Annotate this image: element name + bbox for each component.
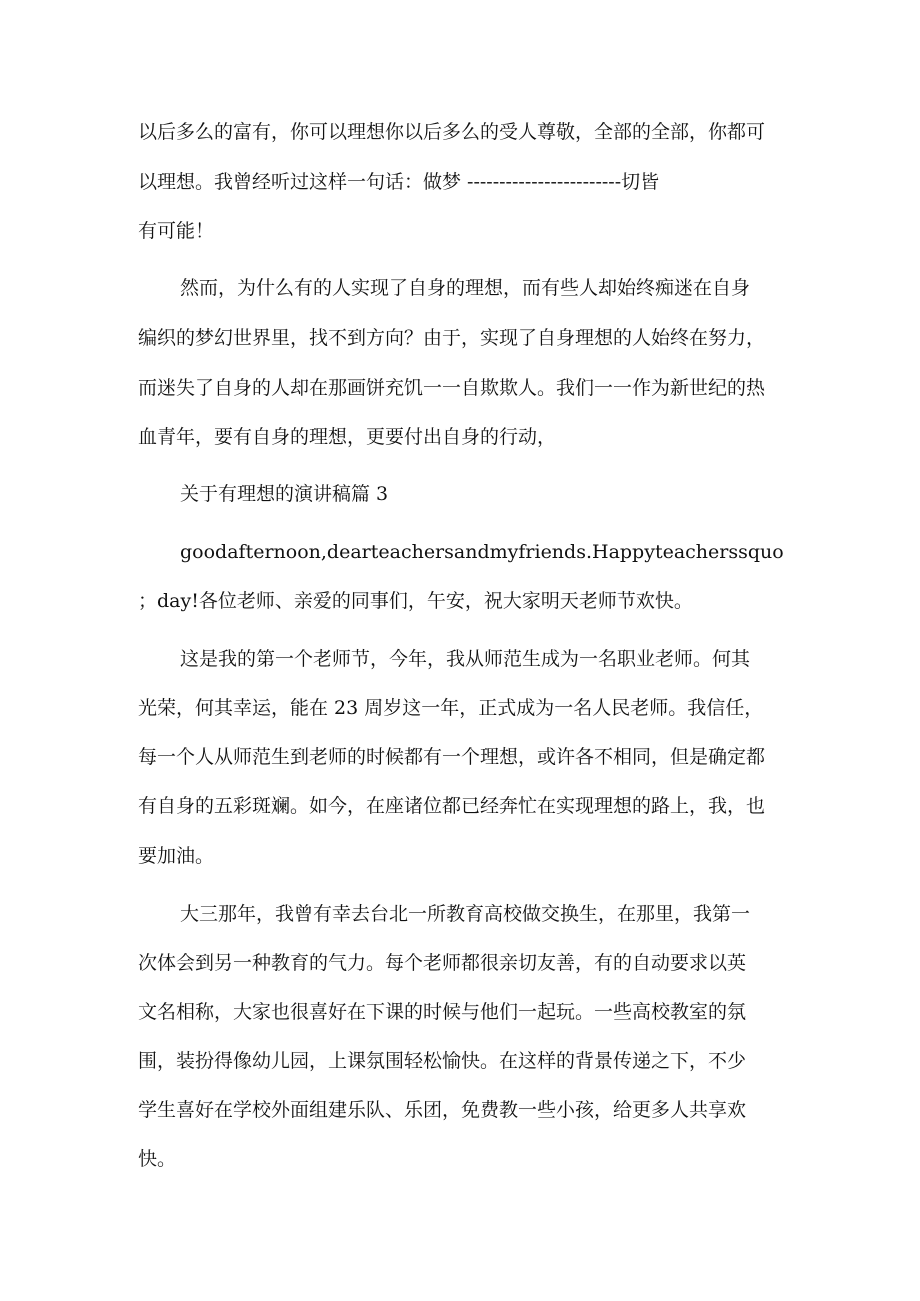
text-line: goodafternoon,dearteachersandmyfriends.Happyteacherssquo [180, 541, 784, 563]
text-line: 文名相称，大家也很喜好在下课的时候与他们一起玩。一些高校教室的氛 [138, 1001, 747, 1023]
text-line: 编织的梦幻世界里，找不到方向？由于，实现了自身理想的人始终在努力， [138, 327, 766, 349]
text-line: 围，装扮得像幼儿园，上课氛围轻松愉快。在这样的背景传递之下，不少 [138, 1050, 747, 1072]
text-line: ；day!各位老师、亲爱的同事们，午安，祝大家明天老师节欢快。 [138, 590, 693, 612]
text-line: 大三那年，我曾有幸去台北一所教育高校做交换生，在那里，我第一 [180, 903, 751, 925]
section-heading: 关于有理想的演讲稿篇 3 [180, 483, 389, 505]
text-line: 血青年，要有自身的理想，更要付出自身的行动， [138, 426, 557, 448]
text-line: 然而，为什么有的人实现了自身的理想，而有些人却始终痴迷在自身 [180, 277, 751, 299]
text-line: 以理想。我曾经听过这样一句话：做梦 ------------------------切皆 [138, 171, 660, 193]
text-line: 学生喜好在学校外面组建乐队、乐团，免费教一些小孩，给更多人共享欢 [138, 1099, 747, 1121]
text-line: 次体会到另一种教育的气力。每个老师都很亲切友善，有的自动要求以英 [138, 952, 747, 974]
text-line: 这是我的第一个老师节，今年，我从师范生成为一名职业老师。何其 [180, 648, 751, 670]
text-line: 每一个人从师范生到老师的时候都有一个理想，或许各不相同，但是确定都 [138, 746, 766, 768]
text-line: 而迷失了自身的人却在那画饼充饥一一自欺欺人。我们一一作为新世纪的热 [138, 377, 766, 399]
text-line: 快。 [138, 1148, 177, 1170]
text-line: 要加油。 [138, 845, 215, 867]
text-line: 光荣，何其幸运，能在 23 周岁这一年，正式成为一名人民老师。我信任， [138, 697, 764, 719]
text-line: 有自身的五彩斑斓。如今，在座诸位都已经奔忙在实现理想的路上，我，也 [138, 795, 766, 817]
text-line: 有可能！ [138, 220, 215, 242]
text-line: 以后多么的富有，你可以理想你以后多么的受人尊敬，全部的全部，你都可 [138, 121, 766, 143]
